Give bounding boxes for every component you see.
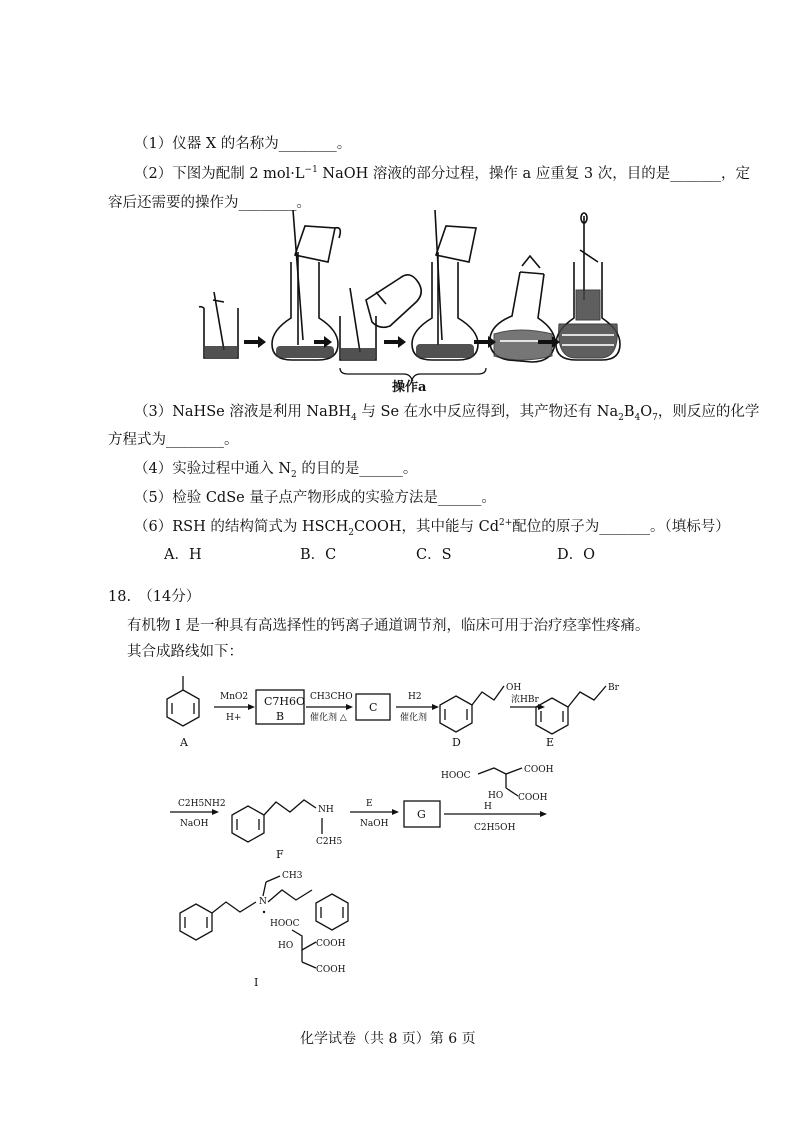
group-hooc-i: HOOC [270,919,300,929]
reagent-ch3cho: CH3CHO [310,692,353,702]
q17-part5: （5）检验 CdSe 量子点产物形成的实验方法是______。 [134,490,496,506]
label-a: A [180,736,188,749]
q17-part1: （1）仪器 X 的名称为________。 [134,136,352,152]
q17-part3-cont: 方程式为________。 [108,432,239,448]
label-d: D [452,736,461,749]
operation-a-label: 操作a [392,380,427,395]
page-footer: 化学试卷（共 8 页）第 6 页 [300,1031,476,1047]
reagent-h2: H2 [408,692,422,702]
label-f: F [276,848,284,861]
label-g: G [417,808,426,821]
reagent-hbr: 浓HBr [511,695,539,705]
reagent-ethanol: C2H5OH [474,823,516,833]
group-ho-i: HO [278,941,294,951]
group-c2h5: C2H5 [316,837,343,847]
q17-part6: （6）RSH 的结构简式为 $HSCH_2COOH$，其中能与 $Cd^{2+}$配位的原子为_______。（填标号） [134,518,730,538]
q17-part4: （4）实验过程中通入 $N_2$ 的目的是______。 [134,461,418,480]
formula-b: C7H6O [264,695,306,708]
label-b: B [276,710,285,723]
q17-part3: （3）NaHSe 溶液是利用 NaBH$_4$ 与 Se 在水中反应得到，其产物还有 $Na_2B_4O_7$，则反应的化学 [134,404,760,423]
reagent-h-plus: H+ [226,713,242,723]
reagent-e: E [366,799,373,809]
reagent-naoh-1: NaOH [180,819,209,829]
reagent-catalyst-heat: 催化剂 △ [310,713,347,723]
reagent-c2h5nh2: C2H5NH2 [178,799,226,809]
q17-part2: （2）下图为配制 2 $mol\cdot L^{-1}$ NaOH 溶液的部分过程，操作 a 应重复 3 次，目的是_______，定 [134,165,750,182]
reagent-naoh-2: NaOH [360,819,389,829]
option-b: B．C [300,547,337,563]
group-br: Br [608,683,619,693]
q18-intro-2: 其合成路线如下： [127,644,243,660]
group-cooh-1: COOH [524,765,554,775]
label-e: E [546,736,555,749]
q18-number: 18. （14分） [108,589,201,605]
atom-n: N [259,897,267,907]
option-a: A．H [164,547,202,563]
reagent-mno2: MnO2 [220,692,249,702]
option-c: C．S [416,547,452,563]
reagent-h: H [484,802,492,812]
group-ch3: CH3 [282,871,303,881]
group-cooh-i1: COOH [316,939,346,949]
group-cooh-i2: COOH [316,965,346,975]
q18-intro: 有机物 I 是一种具有高选择性的钙离子通道调节剂，临床可用于治疗痉挛性疼痛。 [127,618,650,634]
group-nh: NH [318,805,334,815]
reagent-catalyst: 催化剂 [400,713,428,723]
group-cooh-2: COOH [518,793,548,803]
label-i: I [254,976,259,989]
group-ho: HO [488,791,504,801]
group-oh: OH [506,683,522,693]
q17-part2-cont: 容后还需要的操作为________。 [108,195,311,211]
group-hooc: HOOC [441,771,471,781]
label-c: C [369,701,378,714]
option-d: D．O [557,547,596,563]
